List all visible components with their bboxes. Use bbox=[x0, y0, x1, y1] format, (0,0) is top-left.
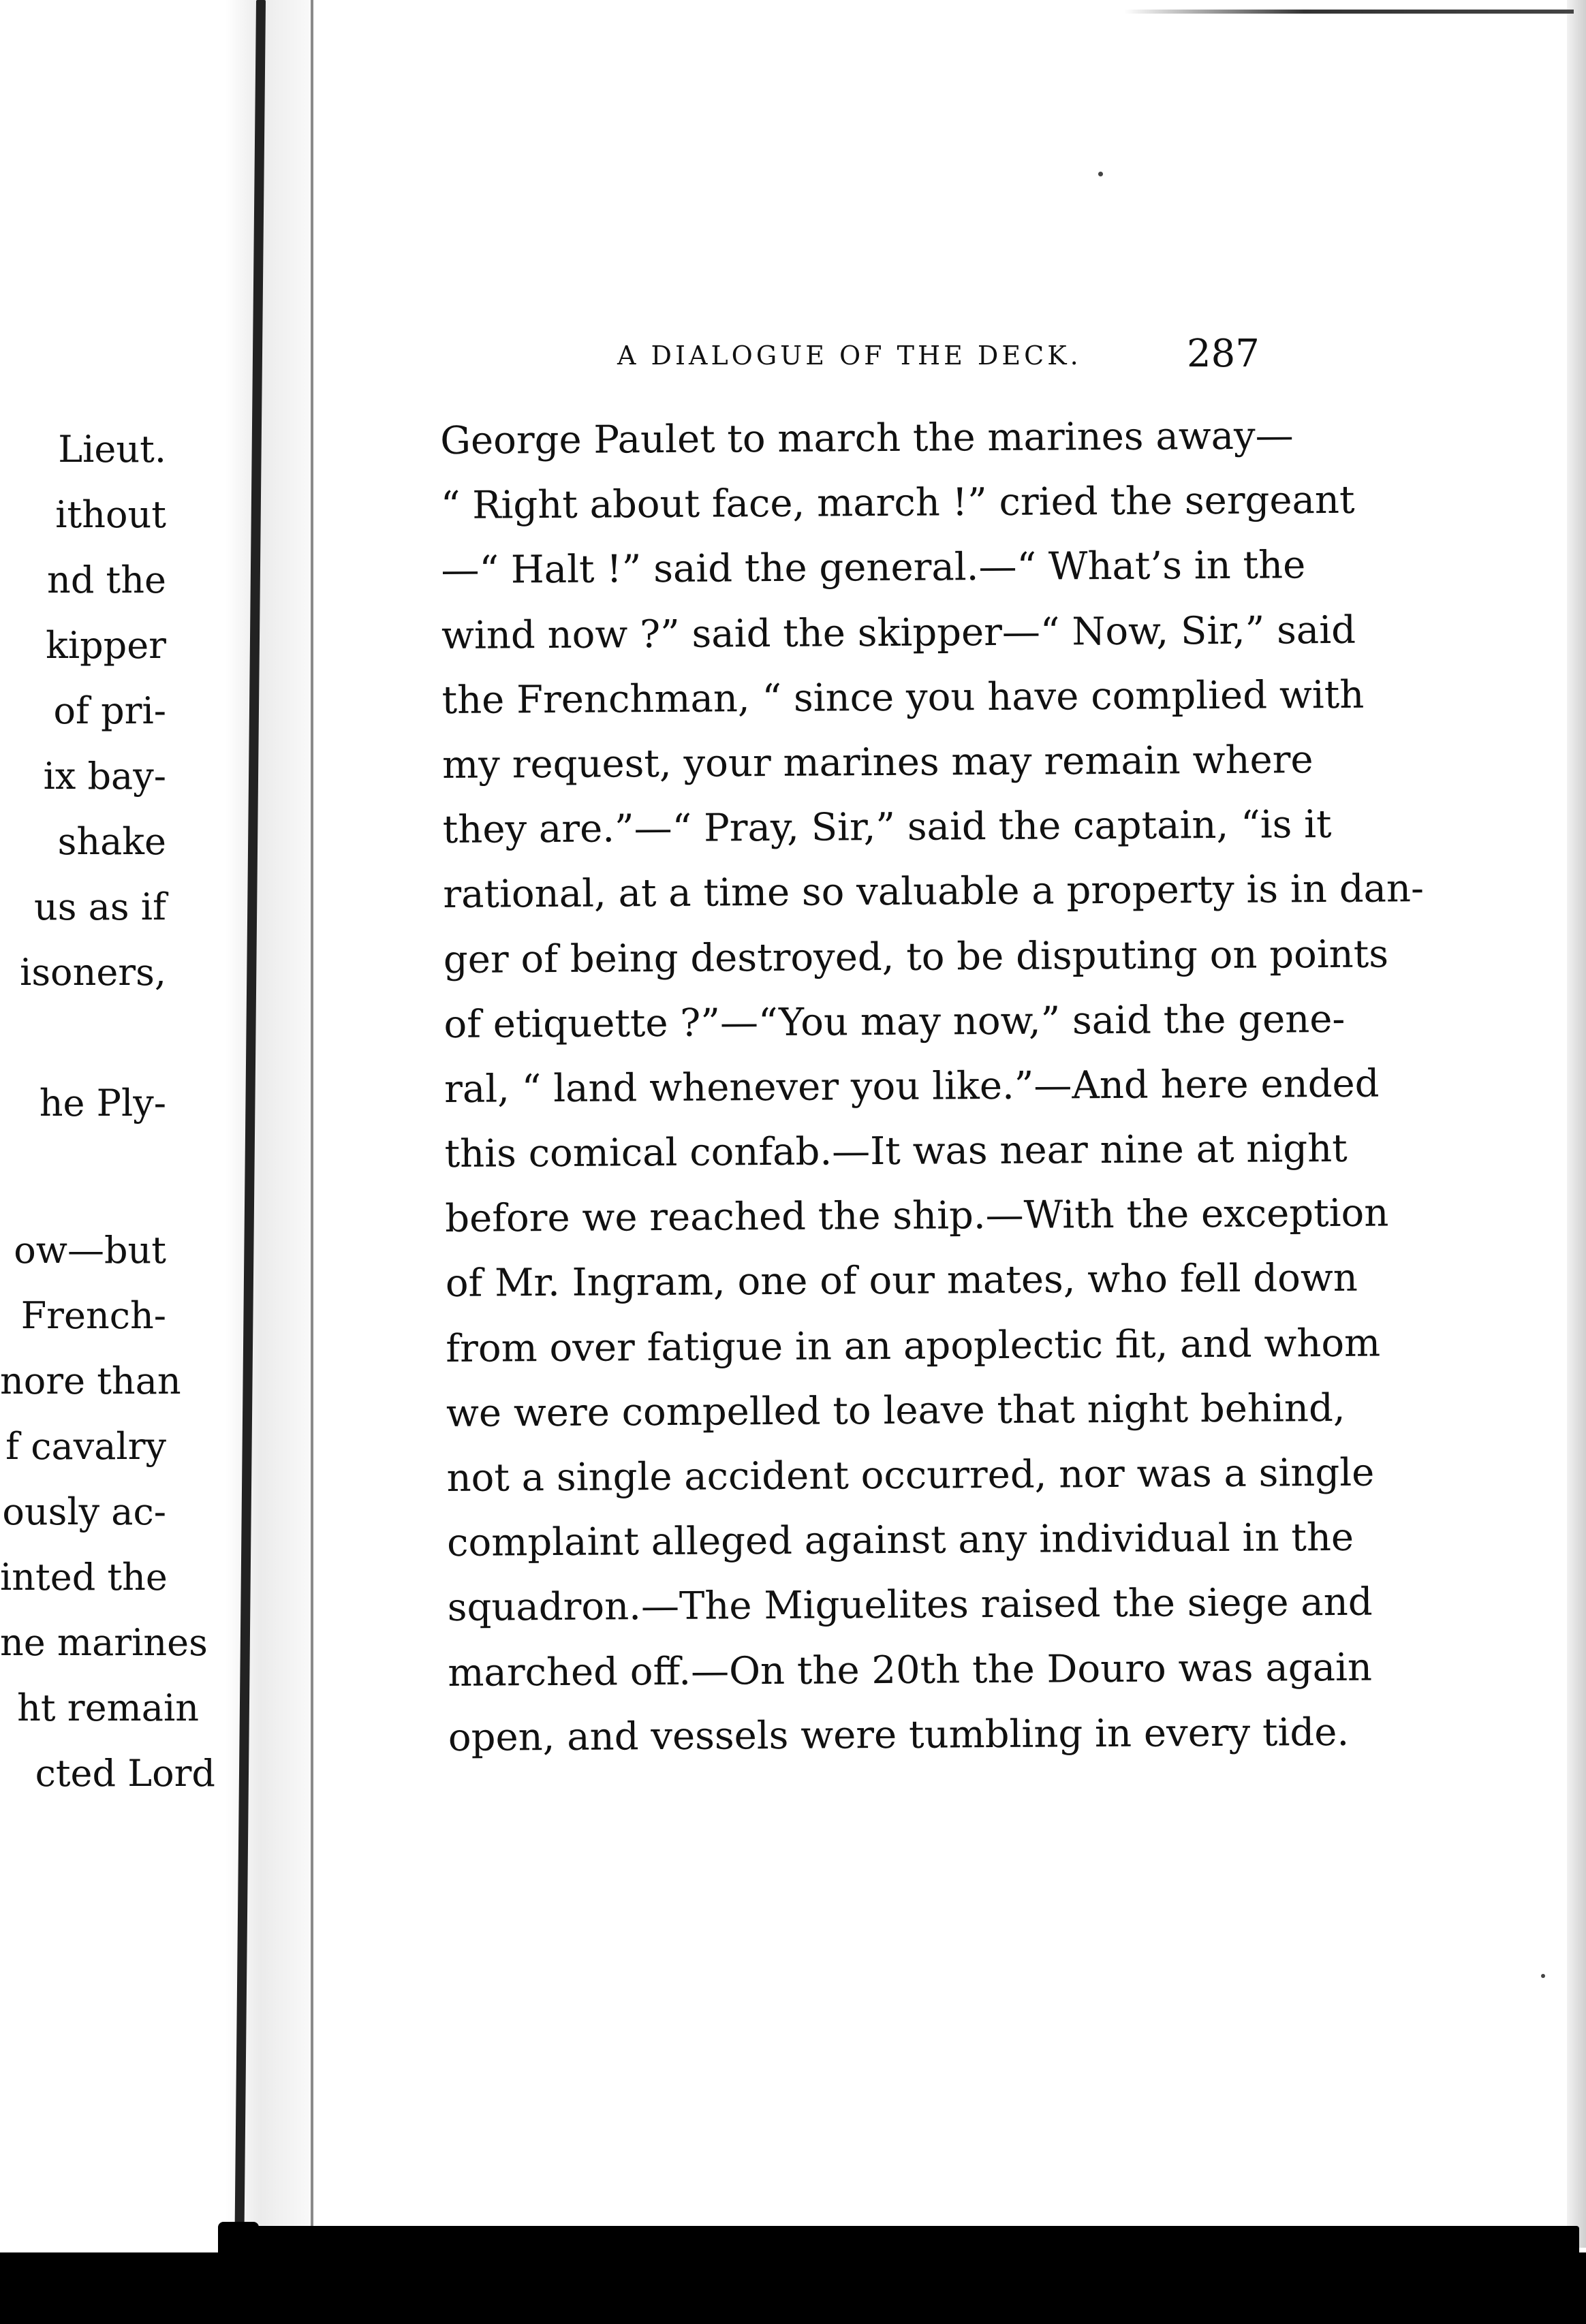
left-page-line: nore than bbox=[0, 1360, 181, 1402]
left-page-line: Lieut. bbox=[58, 428, 166, 471]
left-page-line: kipper bbox=[46, 624, 166, 667]
scan-bottom-band bbox=[0, 2252, 1586, 2324]
top-page-edge bbox=[1124, 10, 1574, 14]
body-line: squadron.—The Miguelites raised the siege and bbox=[447, 1580, 1373, 1631]
left-page-line: ht remain bbox=[17, 1686, 199, 1729]
body-line: complaint alleged against any individual in the bbox=[446, 1516, 1354, 1566]
body-line: “ Right about face, march !” cried the sergeant bbox=[440, 477, 1355, 529]
body-line: they are.”—“ Pray, Sir,” said the captain, “is it bbox=[442, 802, 1332, 853]
left-page-line: ow—but bbox=[14, 1229, 166, 1272]
body-line: before we reached the ship.—With the exception bbox=[445, 1191, 1389, 1242]
running-head: A DIALOGUE OF THE DECK. bbox=[617, 341, 1082, 371]
left-page-line: of pri- bbox=[53, 689, 166, 732]
right-page-edge bbox=[1567, 0, 1586, 2248]
body-line: of Mr. Ingram, one of our mates, who fell down bbox=[445, 1256, 1358, 1306]
body-line: we were compelled to leave that night behind, bbox=[446, 1385, 1346, 1436]
left-page-line: us as if bbox=[34, 885, 166, 928]
specks bbox=[1541, 1974, 1545, 1978]
left-page-line: French- bbox=[20, 1294, 166, 1337]
left-page-line bbox=[0, 1136, 225, 1202]
specks bbox=[1098, 172, 1103, 176]
body-line: wind now ?” said the skipper—“ Now, Sir,” said bbox=[441, 608, 1356, 658]
left-page-line: isoners, bbox=[20, 951, 166, 994]
body-line: ral, “ land whenever you like.”—And here ended bbox=[444, 1061, 1380, 1112]
body-line: open, and vessels were tumbling in every tide. bbox=[448, 1710, 1350, 1760]
left-page-line: shake bbox=[57, 820, 166, 863]
left-page-line: he Ply- bbox=[39, 1082, 166, 1125]
left-page-line: ithout bbox=[55, 493, 166, 536]
body-line: rational, at a time so valuable a property is in dan- bbox=[443, 866, 1425, 917]
left-page-line: nd the bbox=[47, 559, 166, 601]
body-line: —“ Halt !” said the general.—“ What’s in the bbox=[441, 543, 1306, 593]
left-page-line: ix bay- bbox=[43, 755, 166, 798]
scan-clip-mark bbox=[218, 2222, 259, 2263]
body-line: of etiquette ?”—“You may now,” said the gene- bbox=[444, 996, 1346, 1047]
page-edge-line bbox=[311, 0, 313, 2227]
body-line: ger of being destroyed, to be disputing on points bbox=[443, 932, 1389, 982]
left-page-line bbox=[0, 1005, 225, 1071]
body-text bbox=[440, 404, 1425, 1770]
body-line: from over fatigue in an apoplectic fit, and whom bbox=[446, 1321, 1381, 1371]
body-line: the Frenchman, “ since you have complied with bbox=[441, 672, 1365, 723]
scan-bottom-shadow bbox=[223, 2226, 1579, 2253]
body-line: marched off.—On the 20th the Douro was again bbox=[448, 1645, 1373, 1695]
page-number: 287 bbox=[1187, 332, 1260, 376]
body-line: my request, your marines may remain where bbox=[441, 738, 1313, 787]
left-page-line: ne marines bbox=[0, 1621, 208, 1664]
body-line: this comical confab.—It was near nine at night bbox=[444, 1126, 1348, 1177]
left-page-line: cted Lord bbox=[35, 1752, 215, 1795]
left-page-line: inted the bbox=[0, 1556, 168, 1599]
body-line: George Paulet to march the marines away— bbox=[440, 413, 1294, 463]
left-page-line: ously ac- bbox=[2, 1490, 166, 1533]
left-page-line: f cavalry bbox=[5, 1425, 166, 1468]
body-line: not a single accident occurred, nor was a single bbox=[446, 1450, 1375, 1501]
